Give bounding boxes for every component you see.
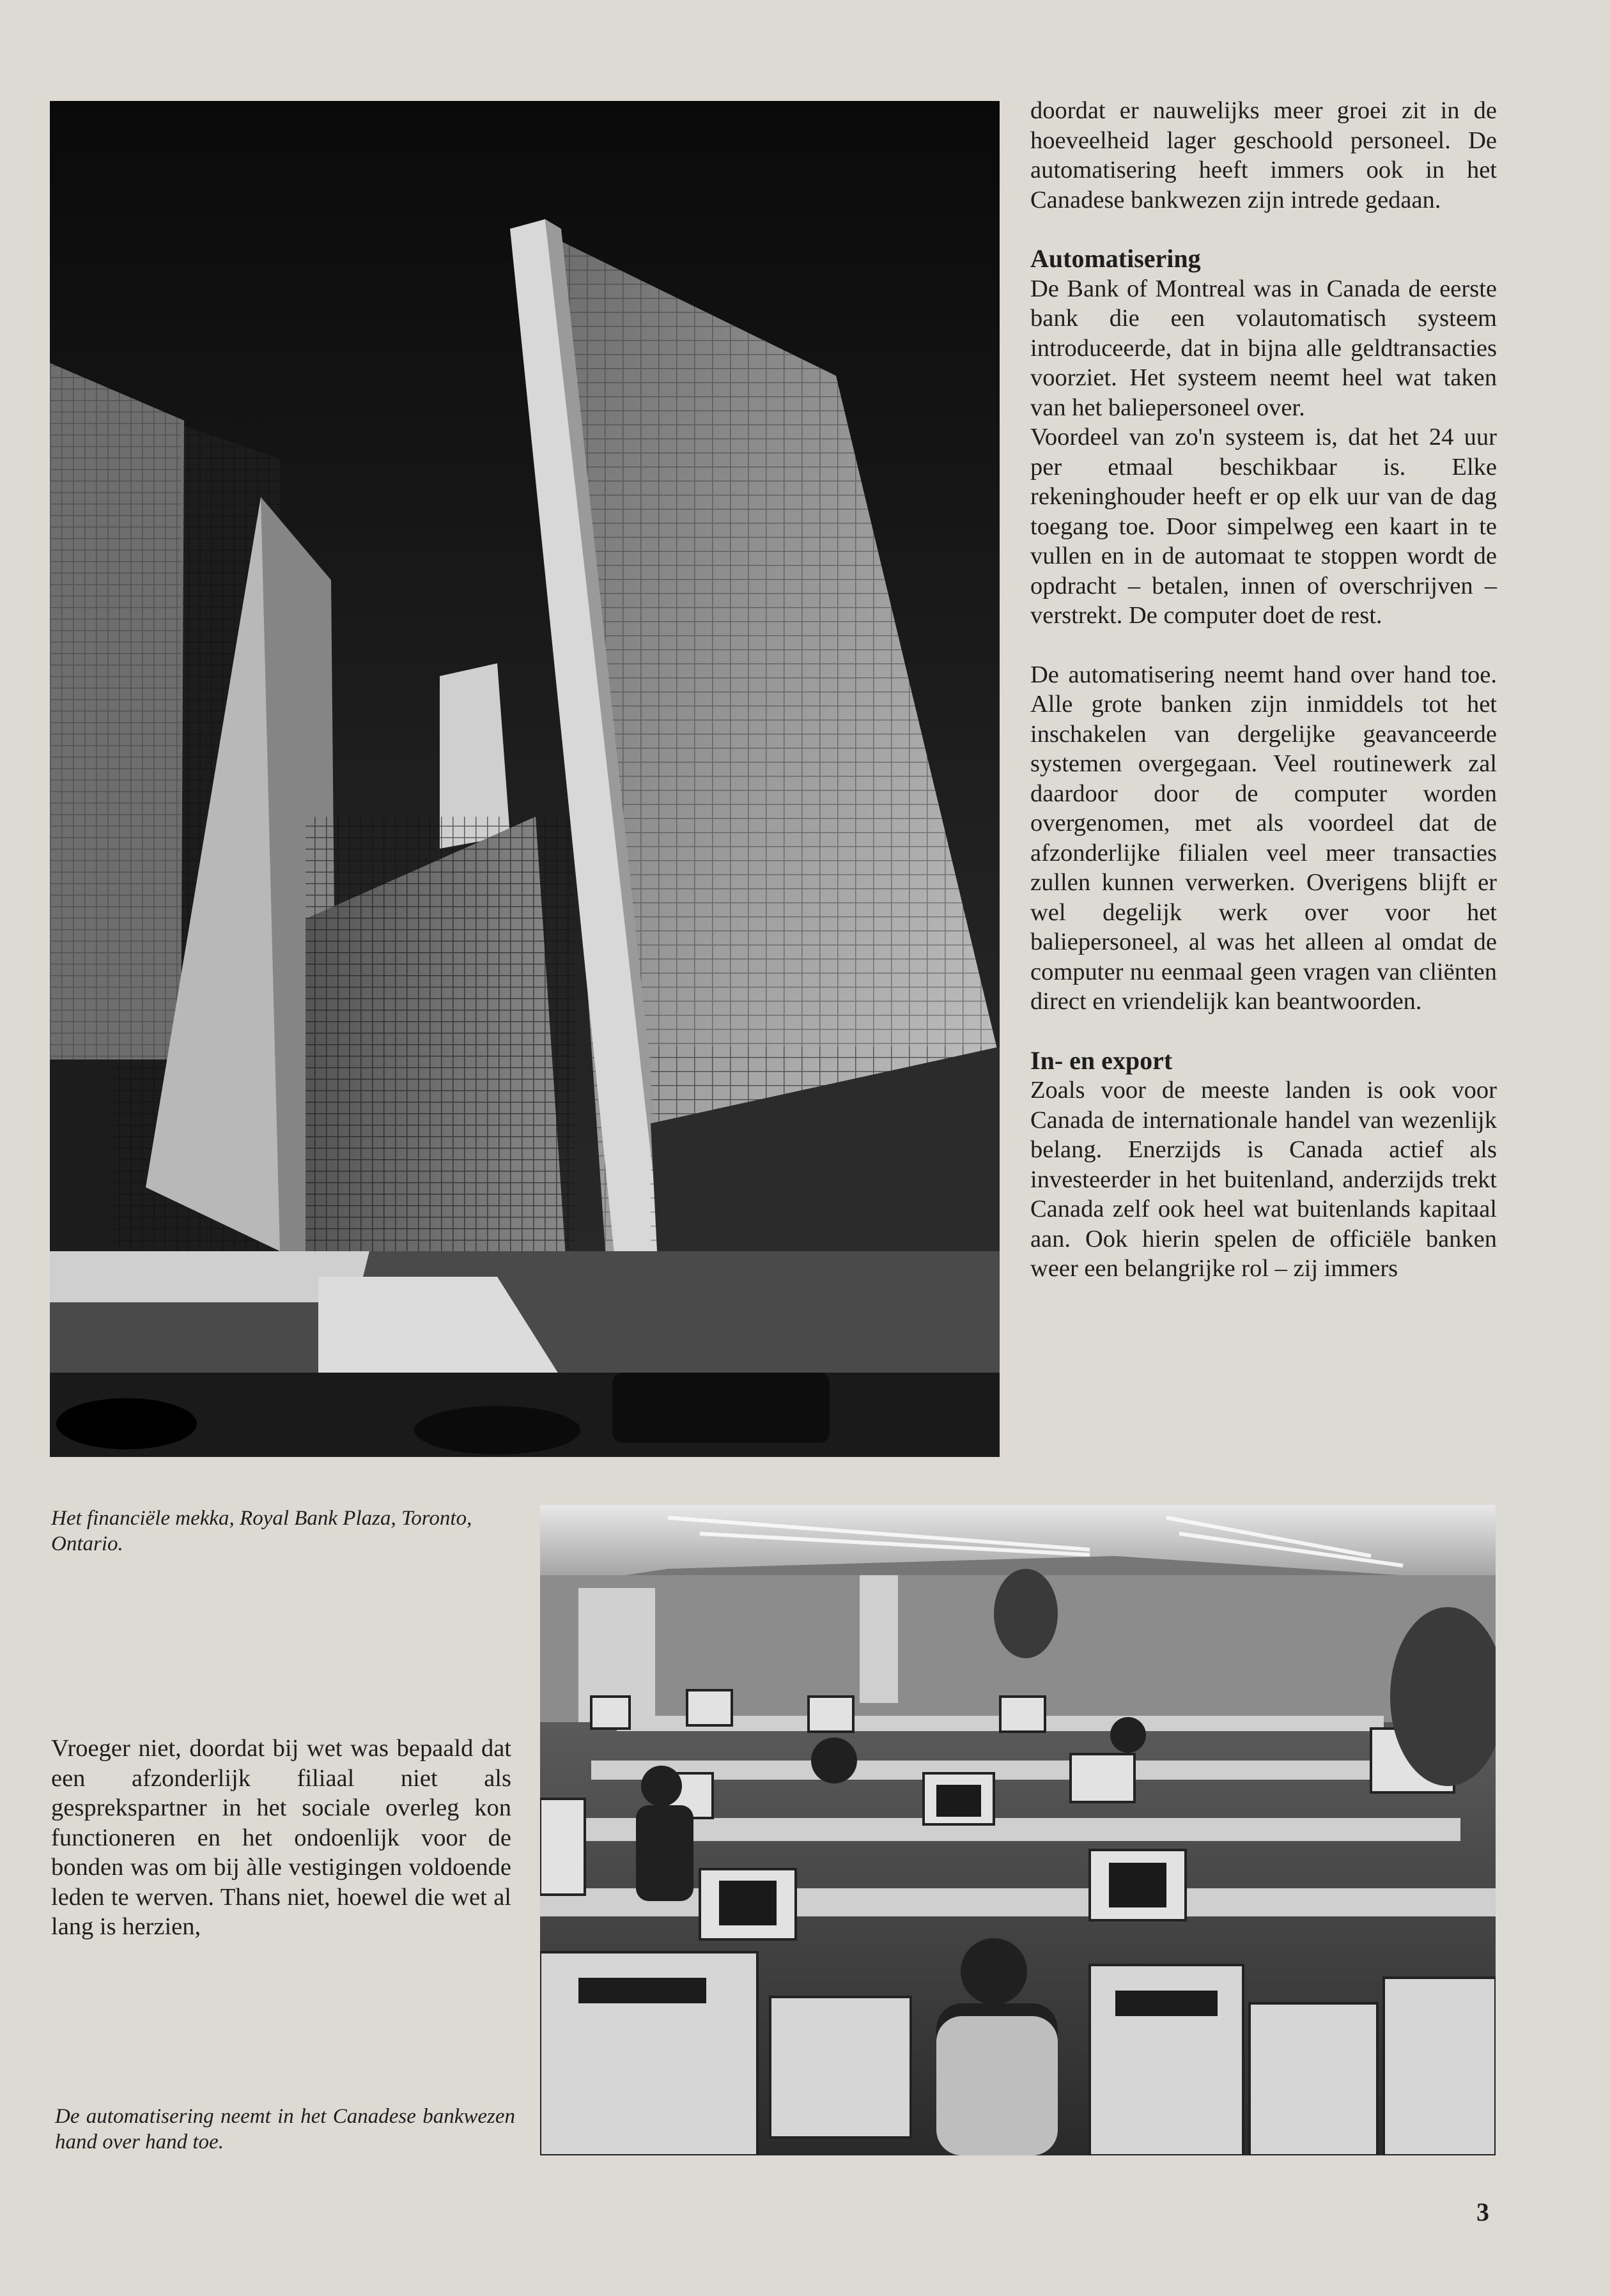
main-text-column [1030,96,1497,1284]
royal-bank-plaza-photo [50,101,1000,1457]
photo-caption-towers: Het financiële mekka, Royal Bank Plaza, Toronto, Ontario. [51,1507,472,1555]
page-number: 3 [1476,2198,1489,2226]
paragraph: De automatisering neemt hand over hand toe. Alle grote banken zijn inmiddels tot het inschakelen van dergelijke geavanceerde systemen overgegaan. Veel routinewerk zal daardoor door de computer worden overgenomen, met als voordeel dat de afzonderlijke filialen veel meer transacties zullen kunnen verwerken. Overigens blijft er wel degelijk werk over voor het baliepersoneel, al was het alleen al omdat de computer nu eenmaal geen vragen van cliënten direct en vriendelijk kan beantwoorden. [1030,661,1497,1015]
paragraph: Zoals voor de meeste landen is ook voor Canada de internationale handel van wezenlijk belang. Enerzijds is Canada actief als investeerder in het buitenland, anderzijds trekt Canada zelf ook heel wat buitenlands kapitaal aan. Ook hierin spelen de officiële banken weer een belangrijke rol – zij immers [1030,1077,1497,1282]
paragraph: Voordeel van zo'n systeem is, dat het 24 uur per etmaal beschikbaar is. Elke rekeninghouder heeft er op elk uur van de dag toegang toe. Door simpelweg een kaart in te vullen en in de automaat te stoppen wordt de opdracht – betalen, innen of overschrijven – verstrekt. De computer doet de rest. [1030,424,1497,629]
left-column-paragraph: Vroeger niet, doordat bij wet was bepaald dat een afzonderlijk filiaal niet als gesprekspartner in het sociale overleg kon functioneren en het ondoenlijk voor de bonden was om bij àlle vestigingen voldoende leden te werven. Thans niet, hoewel die wet al lang is herzien, [51,1735,511,1940]
section-heading-automatisering: Automatisering [1030,244,1201,273]
paragraph: De Bank of Montreal was in Canada de eerste bank die een volautomatisch systeem introduceerde, dat in bijna alle geldtransacties voorziet. Het systeem neemt heel wat taken van het baliepersoneel over. [1030,275,1497,421]
section-heading-in-en-export: In- en export [1030,1045,1173,1075]
photo-caption-office: De automatisering neemt in het Canadese bankwezen hand over hand toe. [55,2105,515,2153]
bank-office-photo [540,1505,1496,2155]
intro-paragraph: doordat er nauwelijks meer groei zit in de hoeveelheid lager geschoold personeel. De automatisering heeft immers ook in het Canadese bankwezen zijn intrede gedaan. [1030,97,1497,213]
